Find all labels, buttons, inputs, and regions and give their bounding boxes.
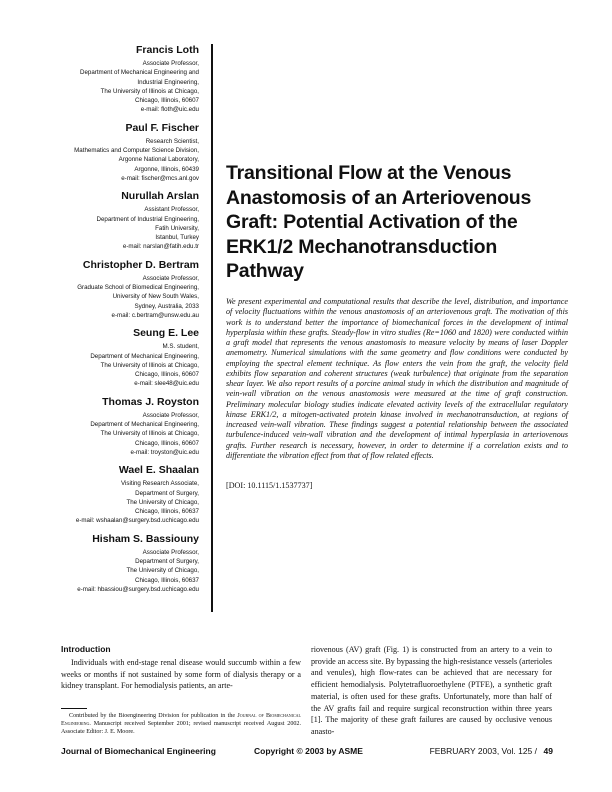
page-footer bbox=[61, 746, 553, 760]
author-affiliation-line: Department of Mechanical Engineering and bbox=[79, 69, 199, 77]
author-block bbox=[40, 259, 199, 320]
author-name: Francis Loth bbox=[135, 44, 199, 56]
author-affiliation-line: Chicago, Illinois, 60607 bbox=[135, 439, 199, 447]
footer-page-number: 49 bbox=[543, 746, 553, 756]
footer-copyright: Copyright © 2003 by ASME bbox=[254, 746, 363, 756]
author-name: Hisham S. Bassiouny bbox=[92, 532, 199, 545]
author-block bbox=[40, 122, 199, 183]
author-affiliation-line: Industrial Engineering, bbox=[137, 78, 199, 86]
vertical-divider bbox=[211, 44, 213, 612]
intro-paragraph-left: Individuals with end-stage renal disease would succumb within a few weeks or months if not sustained by some form of dialysis therapy or a kidney transplant. For hemodialysis patients, an arte- bbox=[61, 658, 301, 691]
author-name: Wael E. Shaalan bbox=[118, 464, 199, 477]
title-line: ERK1/2 Mechanotransduction bbox=[226, 235, 498, 258]
author-affiliation-line: Chicago, Illinois, 60607 bbox=[135, 97, 199, 105]
title-line: Anastomosis of an Arteriovenous bbox=[226, 186, 532, 209]
abstract: We present experimental and computational results that describe the level, distribution, and importance of velocity fluctuations within the venous anastomosis of an arteriovenous graft. The motivation of this work is to understand better the importance of biomechanical forces in the development of intimal hyperplasia within these grafts. Steady-flow in vitro studies (Re=1060 and 1820) were conducted within a graft model that represents the venous anastomosis to measure velocity by means of laser Doppler anemometry. Numerical simulations with the same geometry and flow conditions were conducted by employing the spectral element technique. As flow enters the vein from the graft, the velocity field exhibits flow separation and coherent structures (weak turbulence) that originate from the separation shear layer. We also report results of a porcine animal study in which the distribution and magnitude of vein-wall vibration on the venous anastomosis were measured at the time of graft construction. Preliminary molecular biology studies indicate elevated activity levels of the extracellular regulatory kinase ERK1/2, a mitogen-activated protein kinase involved in mechanotransduction, at regions of increased vein-wall vibration. These findings suggest a potential relationship between the associated turbulence-induced vein-wall vibration and the development of intimal hyperplasia in arteriovenous grafts. Further research is necessary, however, in order to determine if a correlation exists and to differentiate the vibration effect from that of flow related effects. bbox=[226, 297, 568, 460]
author-affiliation-line: e-mail: wshaalan@surgery.bsd.uchicago.edu bbox=[75, 517, 199, 525]
author-affiliation-line: Research Scientist, bbox=[145, 137, 199, 145]
author-affiliation-line: Associate Professor, bbox=[142, 60, 199, 67]
title-line: Pathway bbox=[226, 260, 304, 282]
author-affiliation-line: Argonne, Illinois, 60439 bbox=[134, 165, 199, 173]
author-affiliation-line: Associate Professor, bbox=[142, 274, 199, 282]
footnote bbox=[61, 712, 301, 737]
author-affiliation-line: The University of Illinois at Chicago, bbox=[100, 430, 199, 438]
footnote-divider bbox=[61, 708, 87, 709]
author-block bbox=[40, 396, 199, 457]
author-affiliation-line: Chicago, Illinois, 60637 bbox=[135, 508, 199, 516]
author-affiliation-line: The University of Chicago, bbox=[126, 567, 199, 575]
author-affiliation-line: M.S. student, bbox=[162, 343, 199, 351]
footer-journal: Journal of Biomechanical Engineering bbox=[61, 746, 216, 756]
author-name: Thomas J. Royston bbox=[102, 395, 199, 408]
author-affiliation-line: The University of Illinois at Chicago, bbox=[100, 87, 199, 95]
author-affiliation-line: The University of Illinois at Chicago, bbox=[100, 361, 199, 369]
footnote-text-1: Contributed by the Bioengineering Division for publication in the bbox=[69, 713, 238, 719]
author-name: Paul F. Fischer bbox=[125, 121, 199, 134]
title-line: Transitional Flow at the Venous bbox=[226, 162, 512, 184]
author-affiliation-line: Associate Professor, bbox=[142, 548, 199, 556]
author-block bbox=[40, 327, 199, 388]
footer-issue: FEBRUARY 2003, Vol. 125 / bbox=[429, 746, 537, 756]
author-affiliation-line: Assistant Professor, bbox=[144, 206, 199, 214]
author-affiliation-line: e-mail: troyston@uic.edu bbox=[130, 448, 199, 456]
footnote-text-2: . Manuscript received September 2001; revised manuscript received August 2002. Associate Editor: J. E. Moore. bbox=[61, 721, 301, 736]
author-affiliation-line: e-mail: c.bertram@unsw.edu.au bbox=[111, 311, 199, 319]
author-affiliation-line: Istanbul, Turkey bbox=[155, 234, 199, 242]
author-affiliation-line: e-mail: hbassiou@surgery.bsd.uchicago.edu bbox=[77, 585, 199, 593]
author-affiliation-line: e-mail: slee48@uic.edu bbox=[134, 380, 199, 388]
author-affiliation-line: Department of Industrial Engineering, bbox=[96, 215, 199, 223]
author-affiliation-line: Graduate School of Biomedical Engineering, bbox=[77, 284, 199, 292]
author-affiliation-line: Department of Mechanical Engineering, bbox=[90, 352, 199, 360]
author-affiliation-line: Chicago, Illinois, 60607 bbox=[135, 371, 199, 379]
footnote-journal: Journal of Biomechanical Engineering bbox=[61, 713, 301, 728]
author-affiliation-line: e-mail: fischer@mcs.anl.gov bbox=[121, 174, 199, 182]
author-affiliation-line: Department of Surgery, bbox=[135, 557, 199, 565]
author-affiliation-line: Sydney, Australia, 2033 bbox=[134, 302, 199, 310]
author-affiliation-line: Associate Professor, bbox=[142, 411, 199, 419]
author-block bbox=[40, 190, 199, 251]
intro-paragraph-right: riovenous (AV) graft (Fig. 1) is constructed from an artery to a vein to provide an access site. By bypassing the high-resistance vessels (arterioles and venules), high flow-rates can be achieved that are necessary for efficient hemodialysis. Polytetrafluoroethylene (PTFE), a synthetic graft material, is often used for these grafts. Unfortunately, more than half of the AV grafts fail and require surgical reconstruction within three years [1]. The majority of these graft failures are caused by occlusive venous anasto- bbox=[311, 645, 552, 736]
author-affiliation-line: The University of Chicago, bbox=[126, 498, 199, 506]
author-affiliation-line: Department of Mechanical Engineering, bbox=[90, 421, 199, 429]
author-name: Nurullah Arslan bbox=[121, 190, 199, 203]
author-list bbox=[40, 44, 199, 601]
author-block bbox=[40, 464, 199, 525]
author-affiliation-line: University of New South Wales, bbox=[112, 293, 199, 301]
author-affiliation-line: Mathematics and Computer Science Division, bbox=[74, 147, 199, 155]
article-title bbox=[226, 161, 566, 284]
author-name: Christopher D. Bertram bbox=[82, 258, 199, 271]
doi: [DOI: 10.1115/1.1537737] bbox=[226, 481, 313, 490]
author-block bbox=[40, 533, 199, 594]
author-block bbox=[40, 44, 199, 115]
author-affiliation-line: e-mail: narslan@fatih.edu.tr bbox=[122, 243, 199, 251]
section-heading-introduction: Introduction bbox=[61, 644, 111, 654]
author-affiliation-line: Fatih University, bbox=[155, 224, 199, 232]
author-affiliation-line: Visiting Research Associate, bbox=[121, 480, 199, 488]
author-name: Seung E. Lee bbox=[133, 327, 199, 340]
title-line: Graft: Potential Activation of the bbox=[226, 211, 518, 233]
author-affiliation-line: Chicago, Illinois, 60637 bbox=[135, 576, 199, 584]
author-affiliation-line: Argonne National Laboratory, bbox=[118, 156, 199, 164]
author-affiliation-line: Department of Surgery, bbox=[135, 489, 199, 497]
author-affiliation-line: e-mail: floth@uic.edu bbox=[140, 106, 199, 114]
